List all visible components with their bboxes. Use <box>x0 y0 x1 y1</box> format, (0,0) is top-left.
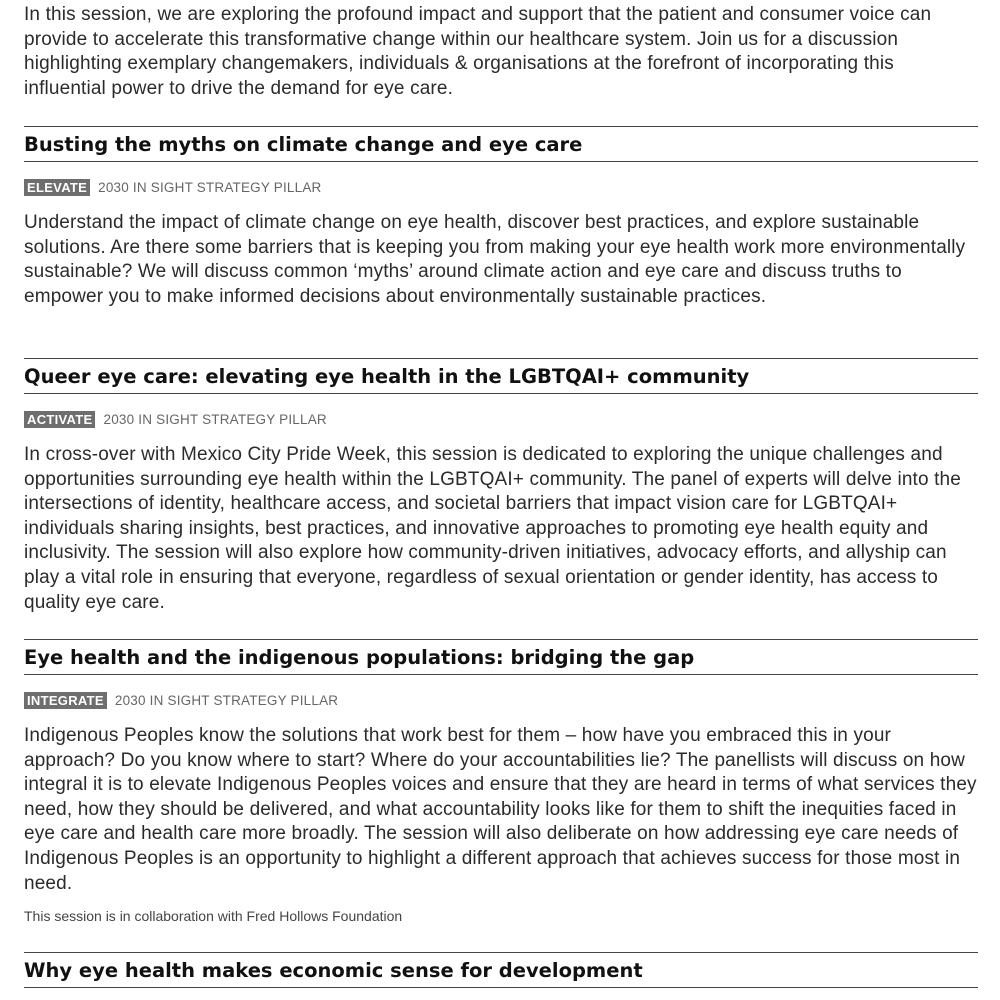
session-queer-eye-care <box>24 358 978 615</box>
session-heading <box>24 952 978 988</box>
session-title: Busting the myths on climate change and eye care <box>24 132 583 156</box>
intro-paragraph: In this session, we are exploring the profound impact and support that the patient and consumer voice can provide to accelerate this transformative change within our healthcare system. Join us for a discussion highlighting exemplary changemakers, individuals & organisations at the forefront of incorporating this influential power to drive the demand for eye care. <box>24 4 932 99</box>
pillar-badge: INTEGRATE <box>24 692 107 709</box>
session-indigenous <box>24 639 978 924</box>
session-description: Understand the impact of climate change on eye health, discover best practices, and explore sustainable solutions. Are there some barriers that is keeping you from making your eye health work more environmentally sustainable? We will discuss common ‘myths’ around climate action and eye care and discuss truths to empower you to make informed decisions about environmentally sustainable practices. <box>24 212 966 307</box>
session-heading <box>24 126 978 162</box>
session-description: Indigenous Peoples know the solutions that work best for them – how have you embraced this in your approach? Do you know where to start? Where do your accountabilities lie? The panellists will discuss on how integral it is to elevate Indigenous Peoples voices and ensure that they are heard in terms of what services they need, how they should be delivered, and what accountability looks like for them to shift the inequities faced in eye care and health care more broadly. The session will also deliberate on how addressing eye care needs of Indigenous Peoples is an opportunity to highlight a different approach that achieves success for those most in need. <box>24 725 977 894</box>
pillar-row <box>24 177 978 197</box>
pillar-label: 2030 IN SIGHT STRATEGY PILLAR <box>98 179 322 195</box>
pillar-badge: ACTIVATE <box>24 411 95 428</box>
pillar-row <box>24 409 978 429</box>
pillar-badge: ELEVATE <box>24 179 90 196</box>
session-heading <box>24 639 978 675</box>
pillar-label: 2030 IN SIGHT STRATEGY PILLAR <box>114 692 339 708</box>
session-heading <box>24 358 978 394</box>
pillar-label: 2030 IN SIGHT STRATEGY PILLAR <box>103 411 327 427</box>
session-description: In cross-over with Mexico City Pride Week, this session is dedicated to exploring the unique challenges and opportunities surrounding eye health within the LGBTQAI+ community. The panel of experts will delve into the intersections of identity, healthcare access, and societal barriers that impact vision care for LGBTQAI+ individuals sharing insights, best practices, and innovative approaches to promoting eye health equity and inclusivity. The session will also explore how community-driven initiatives, advocacy efforts, and allyship can play a vital role in ensuring that everyone, regardless of sexual orientation or gender identity, has access to quality eye care. <box>24 444 961 613</box>
session-title: Why eye health makes economic sense for development <box>24 958 643 982</box>
session-title: Eye health and the indigenous populations: bridging the gap <box>24 645 695 669</box>
collaboration-note: This session is in collaboration with Fred Hollows Foundation <box>24 908 403 925</box>
session-economic <box>24 952 978 988</box>
session-climate <box>24 126 978 309</box>
session-title: Queer eye care: elevating eye health in the LGBTQAI+ community <box>24 364 750 388</box>
pillar-row <box>24 690 978 710</box>
